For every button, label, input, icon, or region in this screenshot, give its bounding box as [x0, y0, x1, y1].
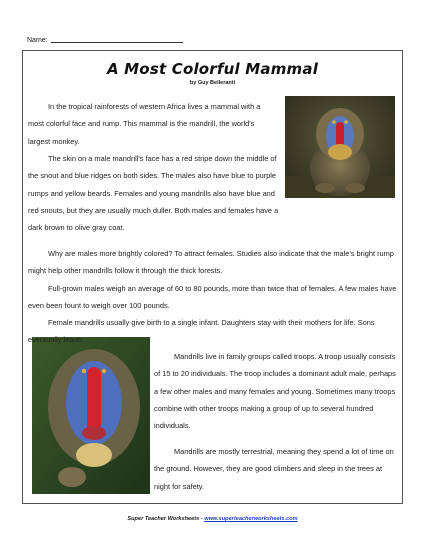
paragraph-6: Mandrills live in family groups called troops. A troop usually consists of 15 to 20 individuals. The troop includes a dominant adult male, perhaps a few other males and many females and young. Sometimes many troops combine with other troops making a group of up to several hundred individuals.: [154, 352, 396, 431]
page-title: A Most Colorful Mammal: [106, 60, 319, 78]
paragraph-4: Full-grown males weigh an average of 60 to 80 pounds, more than twice that of females. A few males have even been fount to weigh over 100 pounds.: [28, 284, 397, 311]
paragraph-2: The skin on a male mandrill's face has a red stripe down the middle of the snout and blue ridges on both sides. The males also have blue to purple rumps and yellow beards. Females and young mandrills also have blue and red snouts, but they are usually much duller. Both males and females have a dark brown to olive gray coat.: [28, 154, 279, 233]
paragraph-5: Female mandrills usually give birth to a single infant. Daughters stay with their mothers for life. Sons eventually leave.: [28, 318, 375, 345]
paragraph-7: Mandrills are mostly terrestrial, meaning they spend a lot of time on the ground. However, they are good climbers and sleep in the trees at night for safety.: [154, 447, 394, 491]
footer-separator: -: [199, 516, 205, 522]
paragraph-1: In the tropical rainforests of western Africa lives a mammal with a most colorful face and rump. This mammal is the mandrill, the world's largest monkey.: [28, 102, 261, 146]
name-blank[interactable]: [51, 42, 183, 43]
name-line: [27, 37, 183, 44]
mandrill-photo-adult: [285, 96, 395, 198]
footer-url-link[interactable]: www.superteacherworksheets.com: [204, 516, 298, 522]
byline: by Guy Belleranti: [189, 80, 236, 86]
footer-brand: Super Teacher Worksheets: [127, 516, 200, 522]
footer: [0, 516, 425, 522]
mandrill-photo-closeup: [32, 337, 150, 494]
name-label: Name:: [27, 37, 48, 44]
paragraph-3: Why are males more brightly colored? To attract females. Studies also indicate that the male's bright rump might help other mandrills follow it through the thick forests.: [28, 249, 394, 276]
